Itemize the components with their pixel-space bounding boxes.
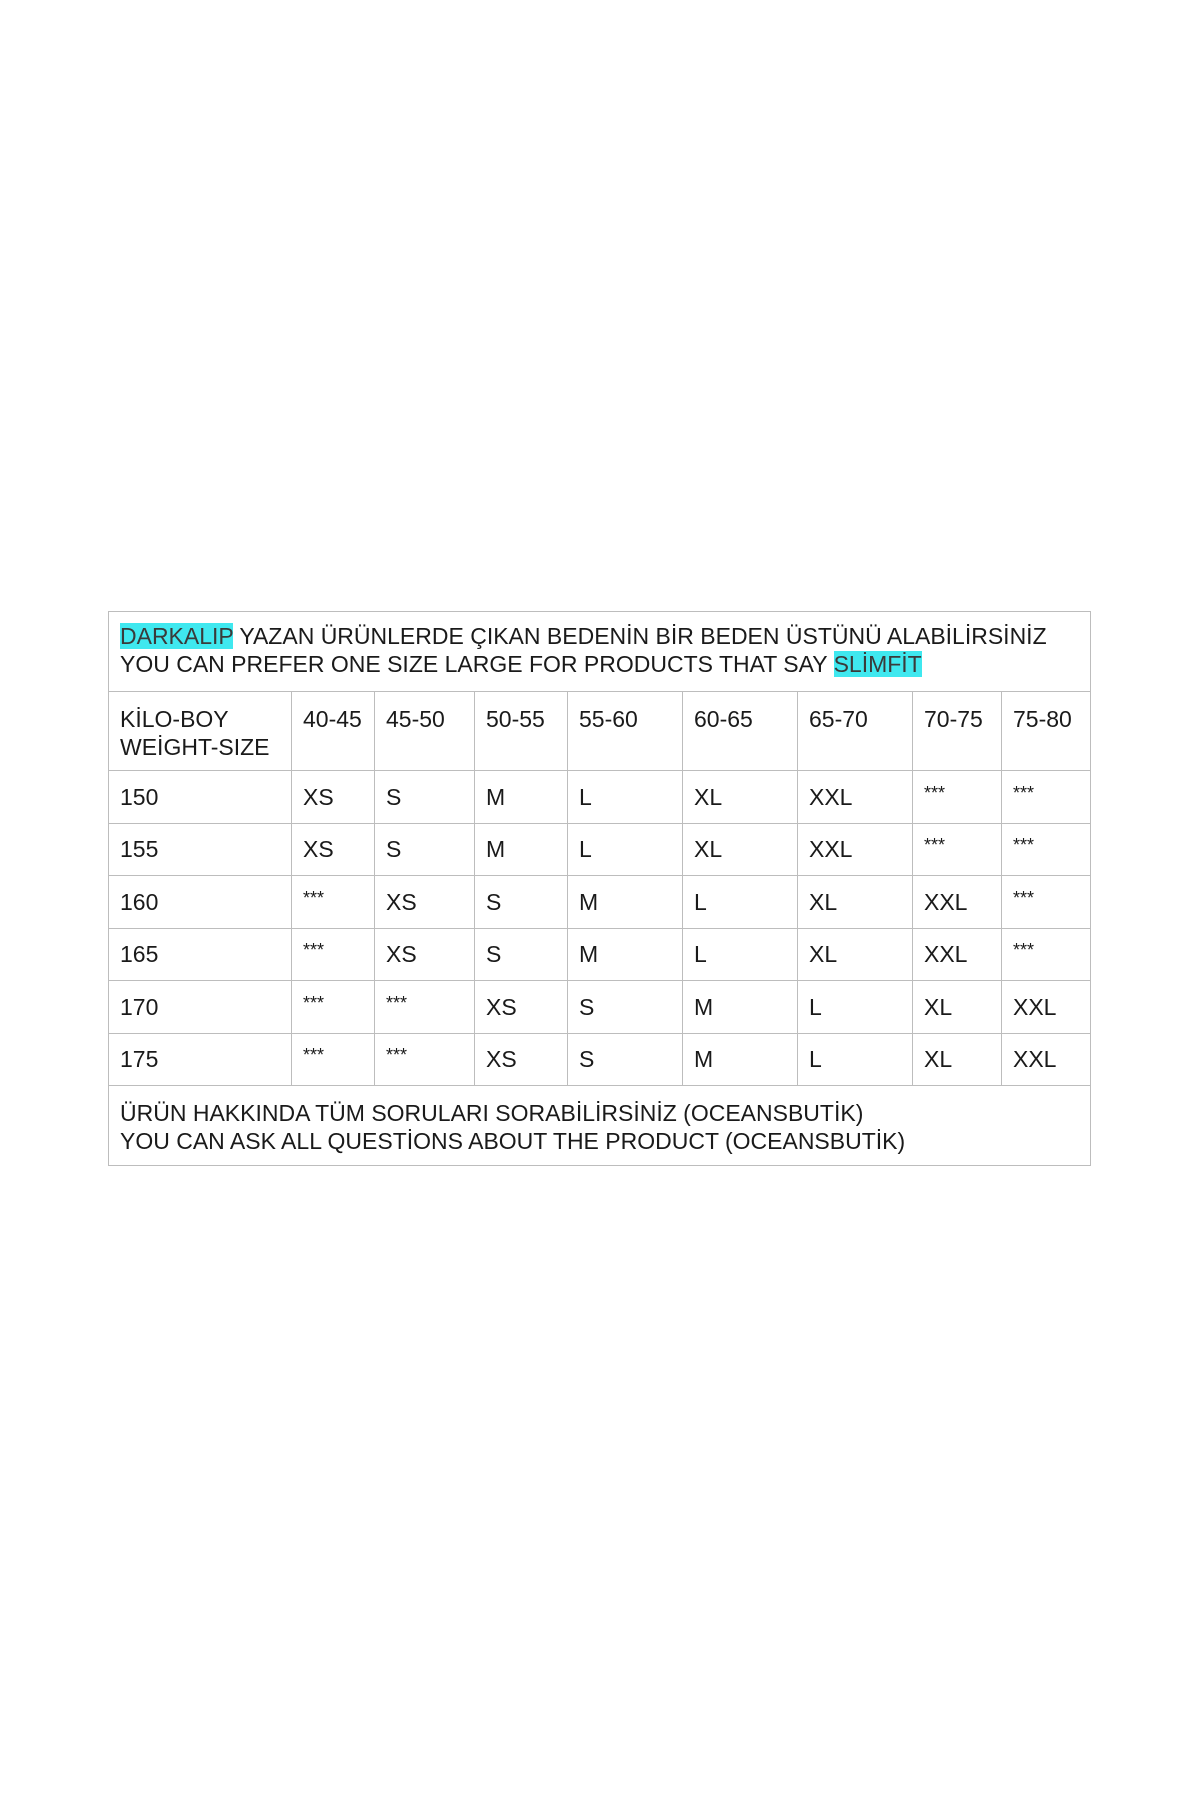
table-row [109,823,1091,876]
header-row [109,692,1091,771]
size-cell [568,823,683,876]
unavailable-mark: *** [386,1045,408,1066]
size-value: XL [809,941,838,968]
row-height-cell: 160 [109,876,292,929]
size-cell [292,876,375,929]
size-cell [375,771,475,824]
size-cell [568,1033,683,1086]
size-value: XXL [1013,993,1057,1020]
unavailable-mark: *** [1013,782,1035,803]
row-height-cell: 170 [109,981,292,1034]
size-cell [1002,823,1091,876]
size-cell [475,771,568,824]
size-value: XS [486,993,517,1020]
unavailable-mark: *** [1013,887,1035,908]
size-value: XL [924,1046,953,1073]
unavailable-mark: *** [303,1045,325,1066]
size-value: XXL [809,836,853,863]
size-value: XL [809,888,838,915]
note-highlight-darkalip: DARKALIP [120,623,234,649]
size-cell [798,771,913,824]
corner-label-en: WEİGHT-SIZE [120,734,270,760]
size-cell [475,928,568,981]
table-body [109,771,1091,1086]
size-value: L [809,1046,822,1073]
size-value: S [579,993,595,1020]
size-cell [568,981,683,1034]
size-value: S [486,941,502,968]
note-highlight-slimfit: SLİMFİT [833,651,922,677]
size-value: M [694,993,714,1020]
row-height-cell: 155 [109,823,292,876]
size-cell [1002,771,1091,824]
table-row [109,1033,1091,1086]
size-value: S [386,836,402,863]
size-cell [375,876,475,929]
size-value: S [386,783,402,810]
table-row [109,876,1091,929]
row-height-cell: 150 [109,771,292,824]
size-cell [375,1033,475,1086]
size-cell [913,1033,1002,1086]
size-cell [798,823,913,876]
size-value: M [486,783,506,810]
table-row [109,981,1091,1034]
column-header: 65-70 [798,692,913,771]
size-cell [1002,928,1091,981]
size-cell [798,981,913,1034]
unavailable-mark: *** [1013,940,1035,961]
size-value: XL [694,783,723,810]
table-row [109,771,1091,824]
size-cell [568,771,683,824]
footer-line-en: YOU CAN ASK ALL QUESTİONS ABOUT THE PRODUCT (OCEANSBUTİK) [120,1128,906,1154]
size-cell [798,1033,913,1086]
size-value: XS [486,1046,517,1073]
size-cell [292,981,375,1034]
size-value: L [694,888,707,915]
size-value: XS [386,888,417,915]
size-value: L [579,783,592,810]
size-value: XXL [1013,1046,1057,1073]
size-value: L [809,993,822,1020]
size-value: XS [303,783,334,810]
size-cell [292,928,375,981]
column-header: 55-60 [568,692,683,771]
size-cell [292,1033,375,1086]
size-cell [475,876,568,929]
column-header: 40-45 [292,692,375,771]
unavailable-mark: *** [303,887,325,908]
unavailable-mark: *** [386,992,408,1013]
size-cell [913,928,1002,981]
note-text-en: YOU CAN PREFER ONE SIZE LARGE FOR PRODUCTS THAT SAY [120,651,834,677]
size-cell [913,981,1002,1034]
footer-cell [109,1086,1091,1166]
size-value: XS [303,836,334,863]
column-header: 70-75 [913,692,1002,771]
size-cell [292,771,375,824]
size-cell [1002,981,1091,1034]
size-cell [475,981,568,1034]
unavailable-mark: *** [1013,835,1035,856]
size-cell [683,981,798,1034]
column-header: 50-55 [475,692,568,771]
size-cell [375,823,475,876]
size-cell [798,876,913,929]
column-header: 75-80 [1002,692,1091,771]
table-row [109,928,1091,981]
size-cell [913,823,1002,876]
footer-line-tr: ÜRÜN HAKKINDA TÜM SORULARI SORABİLİRSİNİZ (OCEANSBUTİK) [120,1100,864,1126]
note-row [109,612,1091,692]
unavailable-mark: *** [303,992,325,1013]
row-height-cell: 165 [109,928,292,981]
size-value: S [486,888,502,915]
size-cell [375,928,475,981]
size-value: M [694,1046,714,1073]
size-value: XXL [924,941,968,968]
size-cell [683,876,798,929]
size-cell [475,1033,568,1086]
size-value: XXL [809,783,853,810]
size-cell [1002,1033,1091,1086]
size-value: L [694,941,707,968]
size-cell [913,771,1002,824]
unavailable-mark: *** [303,940,325,961]
column-header: 60-65 [683,692,798,771]
size-value: L [579,836,592,863]
size-value: XXL [924,888,968,915]
size-chart-table [108,611,1091,1166]
size-value: XL [694,836,723,863]
size-cell [568,928,683,981]
size-cell [375,981,475,1034]
size-cell [683,928,798,981]
size-cell [292,823,375,876]
corner-header-cell [109,692,292,771]
unavailable-mark: *** [924,782,946,803]
size-value: M [579,888,599,915]
size-cell [568,876,683,929]
size-cell [1002,876,1091,929]
size-cell [683,771,798,824]
note-line-en [120,650,1090,678]
note-cell [109,612,1091,692]
corner-label-tr: KİLO-BOY [120,706,229,732]
size-cell [913,876,1002,929]
size-value: M [579,941,599,968]
size-value: XS [386,941,417,968]
size-value: S [579,1046,595,1073]
unavailable-mark: *** [924,835,946,856]
size-cell [683,823,798,876]
size-cell [798,928,913,981]
note-line-tr [120,622,1090,650]
size-cell [475,823,568,876]
size-cell [683,1033,798,1086]
row-height-cell: 175 [109,1033,292,1086]
note-text-tr: YAZAN ÜRÜNLERDE ÇIKAN BEDENİN BİR BEDEN ÜSTÜNÜ ALABİLİRSİNİZ [233,623,1047,649]
size-value: XL [924,993,953,1020]
size-value: M [486,836,506,863]
column-header: 45-50 [375,692,475,771]
footer-row [109,1086,1091,1166]
